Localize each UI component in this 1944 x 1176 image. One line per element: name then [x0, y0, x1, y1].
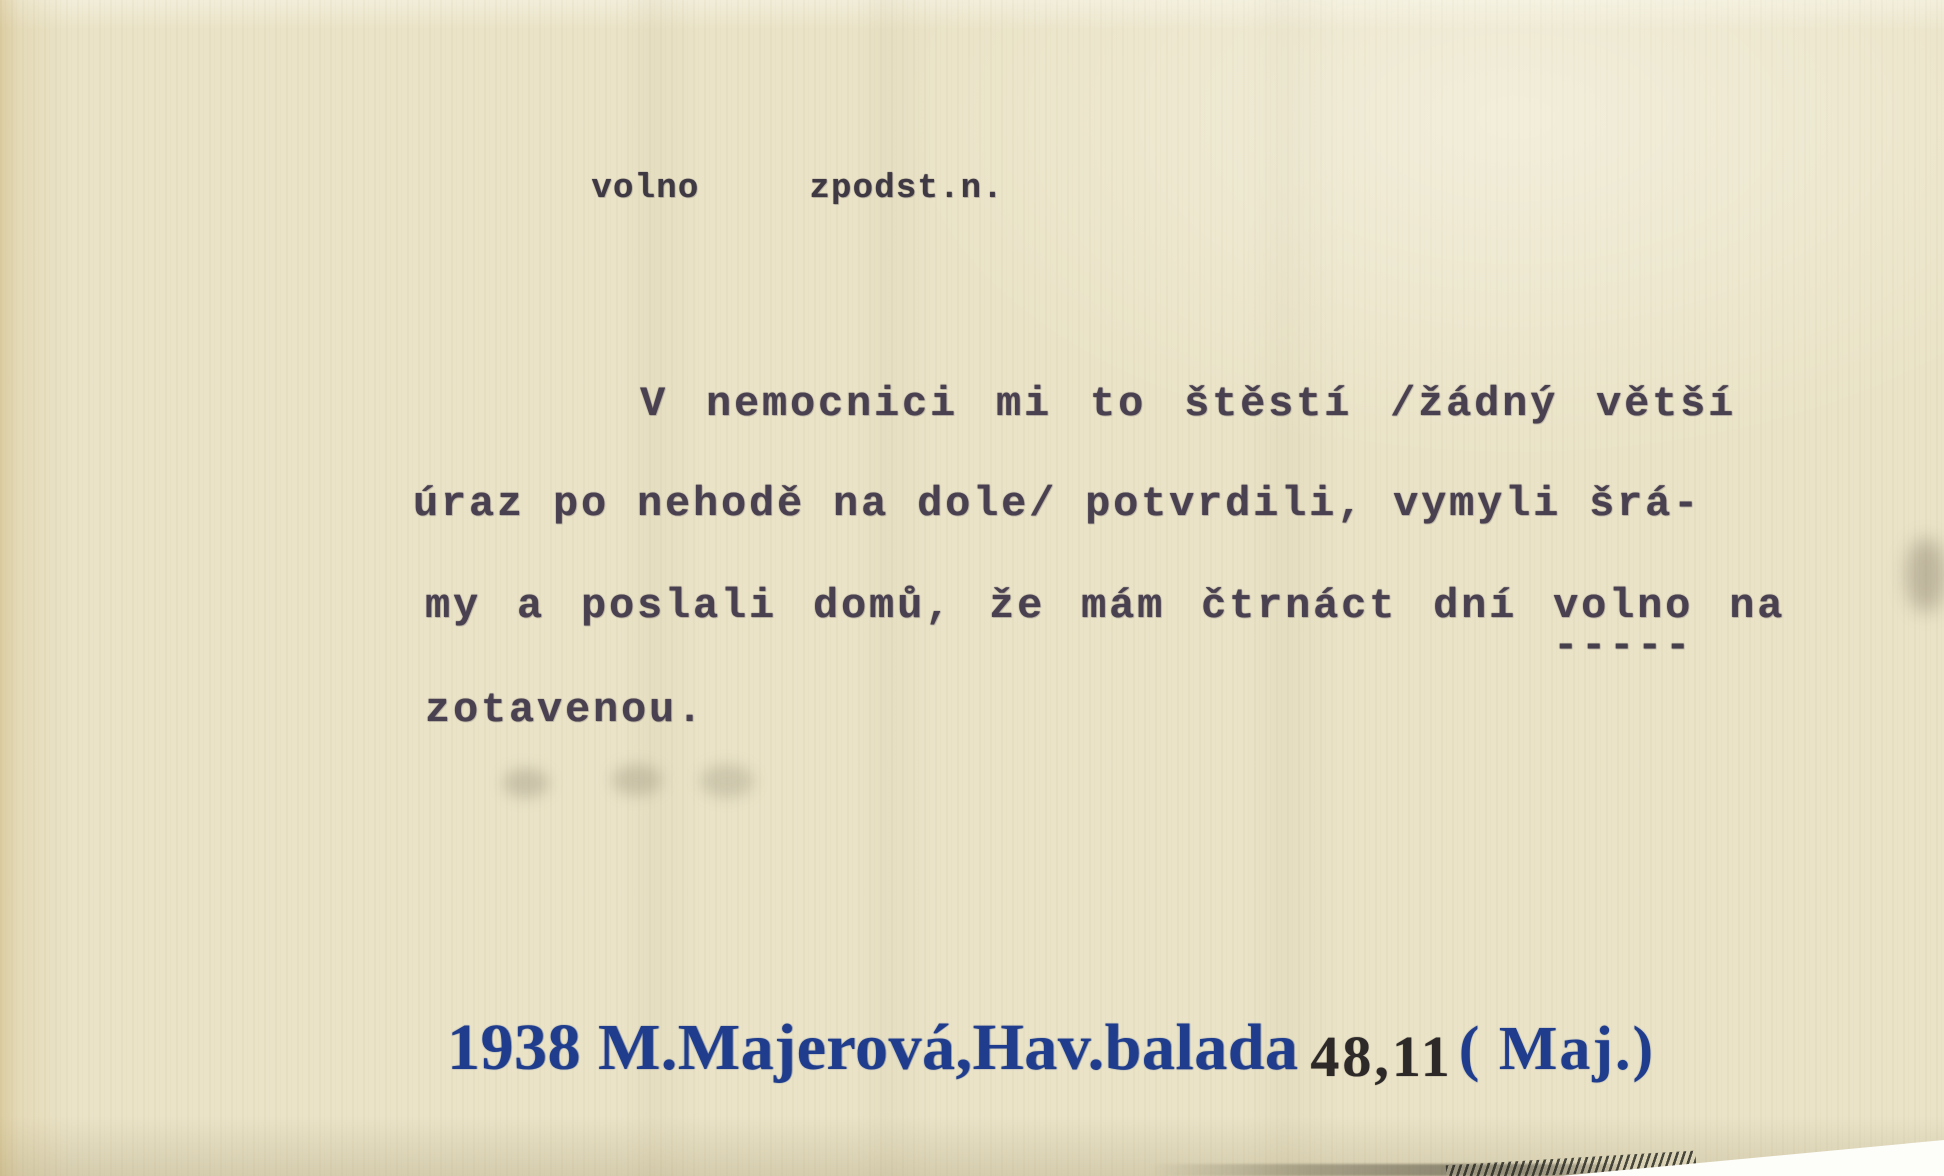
quote-line-3-pre: my a poslali domů, že mám čtrnáct dní: [425, 582, 1554, 630]
quote-line-2: úraz po nehodě na dole/ potvrdili, vymyli šrá-: [413, 480, 1702, 528]
ink-smudge: [612, 764, 662, 796]
citation-stamp: 1938 M.Majerová,Hav.balada: [447, 1011, 1299, 1084]
pos-label: zpodst.n.: [809, 170, 1004, 208]
quote-line-3-post: na: [1693, 582, 1786, 630]
headword: volno: [591, 170, 700, 208]
typed-dash-underline: -----: [1553, 622, 1694, 670]
ink-smudge: [700, 764, 754, 798]
underlined-headword: [1553, 582, 1694, 670]
quote-line-4: zotavenou.: [425, 686, 706, 734]
citation-line: [447, 1010, 1656, 1089]
ink-smudge: [503, 768, 549, 798]
citation-source-abbrev: ( Maj.): [1458, 1015, 1656, 1083]
quote-line-3: [425, 582, 1786, 670]
edge-smudge: [1906, 538, 1944, 612]
citation-locus: 48,11: [1310, 1024, 1453, 1089]
underlined-headword-text: volno: [1553, 582, 1694, 630]
card-header: [505, 132, 1004, 246]
quote-line-1: V nemocnici mi to štěstí /žádný větší: [640, 380, 1737, 428]
